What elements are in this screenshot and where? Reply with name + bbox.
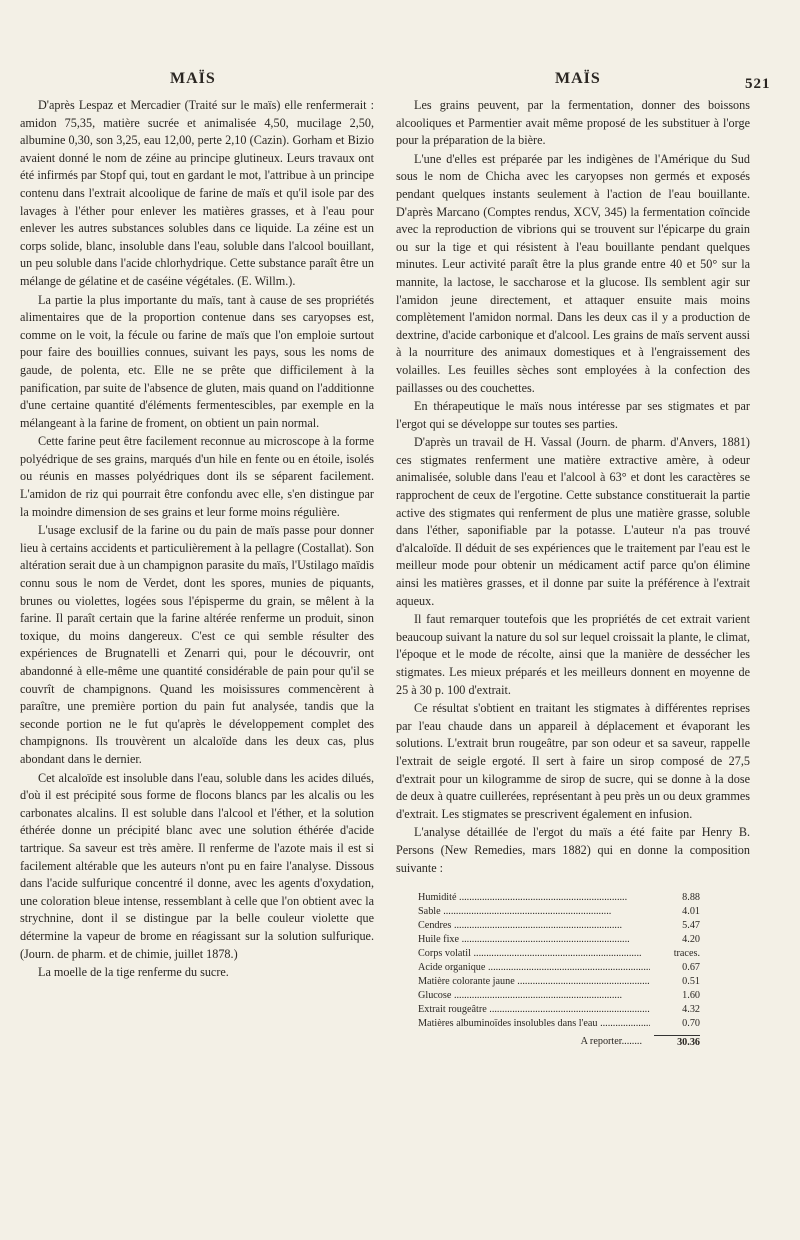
table-row: [418, 905, 700, 919]
row-value: 0.51: [682, 976, 700, 988]
paragraph: Ce résultat s'obtient en traitant les stigmates à différentes reprises par l'eau chaude dans un appareil à déplacement et évaporant les solutions. L'extrait brun rougeâtre, par son odeur et sa saveur, rappelle l'extrait de seigle ergoté. Il sert à faire un sirop composé de 27,5 d'extrait pour un kilogramme de sirop de sucre, qui se donne à la dose de deux à quatre cuillerées, représentant à peu près un ou deux grammes d'extrait. Les stigmates se prescrivent également en infusion.: [396, 701, 750, 821]
table-row: [418, 1003, 700, 1017]
paragraph: La moelle de la tige renferme du sucre.: [38, 965, 229, 980]
paragraph: La partie la plus importante du maïs, tant à cause de ses propriétés alimentaires que de la proportion contenue dans ses caryopses est, comme on le voit, la fécule ou farine de maïs que l'on emploie surtout pour faire des bouillies connues, suivant les pays, sous les noms de gaude, de polenta, etc. Elle ne se prête que difficilement à la panification, par suite de l'absence de gluten, mais quand on l'additionne d'une certaine quantité d'éléments fermentescibles, par exemple en la mélangeant à la farine de froment, on obtient un pain normal.: [20, 292, 374, 430]
table-row: [418, 1017, 700, 1031]
row-value: 5.47: [682, 920, 700, 932]
paragraph: L'usage exclusif de la farine ou du pain de maïs passe pour donner lieu à certains accidents et particulièrement à la pellagre (Costallat). Son altération serait due à un champignon parasite du maïs, l'Ustilago maïdis connu sous le nom de Verdet, dont les spores, munies de piquants, brunes ou violettes, logées sous l'épisperme du grain, se mêlent à la farine. Il paraît certain que la farine altérée renferme un produit, sinon toxique, du moins dangereux. C'est ce qui semble résulter des expériences de Brugnatelli et Zenarri qui, pour le découvrir, ont abandonné à elle-même une quantité considérable de pain pour qu'il se couvrît de champignons. Quand les moisissures commencèrent à paraître, une première portion du pain fut analysée, tandis que la seconde portion ne le fut qu'après le développement complet des champignons. Ils trouvèrent un alcaloïde dans les deux cas, plus abondant dans le dernier.: [20, 523, 374, 766]
row-value: traces.: [673, 948, 700, 960]
composition-table: [418, 891, 700, 1050]
table-row: [418, 919, 700, 933]
row-label: Matière colorante jaune .....: [418, 975, 650, 989]
page-number: 521: [745, 76, 771, 92]
right-column: [396, 97, 750, 1050]
paragraph: Cette farine peut être facilement reconnue au microscope à la forme polyédrique de ses grains, marqués d'un hile en fente ou en étoile, isolés ou réunis en masses polyédriques dont ils se séparent facilement. L'amidon de riz qui pourrait être confondu avec elle, s'en distingue par la moindre dimension de ses grains et leur forme moins régulière.: [20, 434, 374, 519]
paragraph: D'après un travail de H. Vassal (Journ. de pharm. d'Anvers, 1881) ces stigmates renferment une matière extractive amère, à odeur animalisée, soluble dans l'eau et l'alcool à 63° et dont les caractères se rapprochent de ceux de l'ergotine. Cette substance constituerait la partie active des stigmates qui renferment de plus une matière grasse, soluble dans l'éther, saponifiable par la potasse. L'auteur n'a pas trouvé d'alcaloïde. Il déduit de ses expériences que le traitement par l'eau est le meilleur mode pour obtenir un médicament actif parce qu'on élimine ainsi les matières grasses, et il donne par suite la préférence à l'extrait aqueux.: [396, 435, 750, 608]
paragraph: Cet alcaloïde est insoluble dans l'eau, soluble dans les acides dilués, d'où il est précipité sous forme de flocons blancs par les alcalis ou les carbonates alcalins. Il est soluble dans l'alcool et l'éther, et la solution éthérée donne un précipité blanc avec une solution éthérée d'acide tartrique. Sa saveur est très amère. Il renferme de l'azote mais il est si facilement altérable que les auteurs n'ont pu en faire l'analyse. Dissous dans l'acide sulfurique concentré il donne, avec les agents d'oxydation, une coloration bleue intense, ressemblant à celle que l'on obtient avec la strychnine, dont il se distingue par la belle couleur violette que détermine la vapeur de brome en réagissant sur la solution sulfurique. (Journ. de pharm. et de chimie, juillet 1878.): [20, 770, 374, 961]
table-row: [418, 975, 700, 989]
left-column: [20, 97, 374, 982]
row-label: Humidité .....: [418, 891, 650, 905]
table-row: [418, 891, 700, 905]
row-value: 0.67: [682, 962, 700, 974]
row-label: Corps volatil .....: [418, 947, 650, 961]
paragraph: Les grains peuvent, par la fermentation, donner des boissons alcooliques et Parmentier avait même proposé de les substituer à l'orge pour la préparation de la bière.: [396, 98, 750, 148]
paragraph: En thérapeutique le maïs nous intéresse par ses stigmates et par l'ergot qui se développe sur toutes ses parties.: [396, 399, 750, 431]
row-label: Cendres .....: [418, 919, 650, 933]
row-value: 1.60: [682, 990, 700, 1002]
row-value: 4.20: [682, 934, 700, 946]
table-row: [418, 933, 700, 947]
row-label: Huile fixe .....: [418, 933, 650, 947]
row-label: Extrait rougeâtre .....: [418, 1003, 650, 1017]
carry-forward-total: 30.36: [654, 1035, 700, 1050]
carry-forward-label: A reporter........: [580, 1036, 642, 1048]
row-value: 0.70: [682, 1018, 700, 1030]
table-row: [418, 947, 700, 961]
paragraph: Il faut remarquer toutefois que les propriétés de cet extrait varient beaucoup suivant la nature du sol sur lequel croissait la plante, le climat, l'époque et le mode de récolte, ainsi que la manière de dessécher les stigmates. Les mieux préparés et les meilleurs donnent en moyenne de 25 à 30 p. 100 d'extrait.: [396, 612, 750, 697]
running-head-left: MAÏS: [170, 70, 216, 87]
row-label: Matières albuminoïdes insolubles dans l'eau .....: [418, 1017, 650, 1031]
table-row: [418, 961, 700, 975]
carry-forward-row: [418, 1035, 700, 1050]
row-value: 4.01: [682, 906, 700, 918]
row-value: 4.32: [682, 1004, 700, 1016]
running-head-right: MAÏS: [555, 70, 601, 87]
paragraph: L'une d'elles est préparée par les indigènes de l'Amérique du Sud sous le nom de Chicha avec les caryopses non germés et exposés pendant quelques instants seulement à l'action de l'eau bouillante. D'après Marcano (Comptes rendus, XCV, 345) la fermentation coïncide avec la reproduction de vibrions qui se trouvent sur l'épicarpe du grain ou sur la tige et qui résistent à l'eau bouillante pendant quelques minutes. Leur activité paraît être la plus grande entre 40 et 50° sur la mannite, la lactose, le saccharose et la glucose. Ils semblent agir sur l'amidon jeune directement, et attaquer ensuite mais moins complètement l'amidon normal. Dans les deux cas il y a production de dextrine, d'acide carbonique et d'alcool. Les grains de maïs servent aussi à la nourriture des animaux domestiques et à l'engraissement des volailles. Les feuilles sèches sont employées à la confection des paillasses ou des couchettes.: [396, 151, 750, 395]
row-value: 8.88: [682, 892, 700, 904]
table-row: [418, 989, 700, 1003]
row-label: Glucose .....: [418, 989, 650, 1003]
paragraph: L'analyse détaillée de l'ergot du maïs a été faite par Henry B. Persons (New Remedies, mars 1882) qui en donne la composition suivante :: [396, 825, 750, 875]
row-label: Acide organique .....: [418, 961, 650, 975]
paragraph: D'après Lespaz et Mercadier (Traité sur le maïs) elle renfermerait : amidon 75,35, matière sucrée et animalisée 4,50, mucilage 2,50, albumine 0,30, son 3,25, eau 12,00, perte 2,10 (Cazin). Gorham et Bizio avaient donné le nom de zéine au principe glutineux. Leurs travaux ont été infirmés par Stopf qui, tout en gardant le mot, l'attribue à un principe contenu dans l'extrait alcoolique de farine de maïs et qu'il isole par des lavages à l'éther pour enlever les matières grasses, et à l'eau pour enlever les autres substances solubles dans ce liquide. La zéine est un corps solide, blanc, insoluble dans l'eau, soluble dans l'alcool bouillant, un peu soluble dans l'acide chlorhydrique. Cette substance paraît être un mélange de gélatine et de caséine végétales. (E. Willm.).: [20, 98, 374, 288]
row-label: Sable .....: [418, 905, 650, 919]
